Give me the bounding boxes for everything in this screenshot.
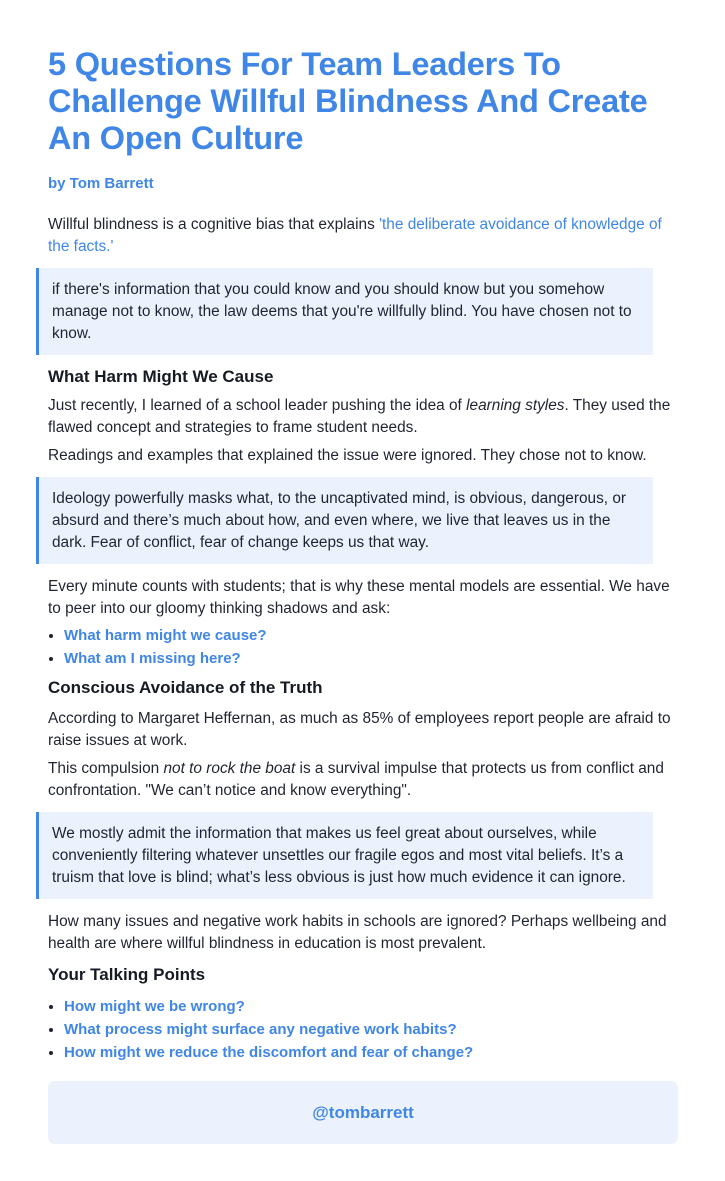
paragraph-text: . They used the flawed concept and strategies to frame student needs.: [48, 397, 671, 436]
list-item-question[interactable]: • What am I missing here?: [64, 647, 677, 670]
intro-quote-link[interactable]: 'the deliberate avoidance of knowledge of the facts.': [48, 216, 662, 255]
paragraph-text: Just recently, I learned of a school leader pushing the idea of: [48, 397, 467, 414]
paragraph-learning-styles: [48, 395, 677, 439]
paragraph-text: is a survival impulse that protects us from conflict and confrontation. "We can’t notice and know everything".: [48, 760, 664, 799]
paragraph-work-habits: How many issues and negative work habits in schools are ignored? Perhaps wellbeing and health are where willful blindness in education is most prevalent.: [48, 913, 667, 952]
paragraph-text: This compulsion: [48, 760, 164, 777]
list-item-question[interactable]: • What harm might we cause?: [64, 624, 677, 647]
emphasis-learning-styles: learning styles: [466, 397, 565, 414]
question-list-harm: [48, 624, 677, 670]
emphasis-rock-the-boat: not to rock the boat: [163, 760, 296, 777]
list-item-talking-point[interactable]: • How might we reduce the discomfort and fear of change?: [64, 1041, 677, 1064]
section-heading-talking-points: Your Talking Points: [48, 965, 206, 984]
paragraph-readings: Readings and examples that explained the issue were ignored. They chose not to know.: [48, 447, 647, 464]
section-heading-avoidance: Conscious Avoidance of the Truth: [48, 678, 323, 697]
blockquote-law: if there's information that you could know and you should know but you somehow manage not to know, the law deems that you're willfully blind. You have chosen not to know.: [36, 268, 653, 355]
blockquote-love-is-blind: We mostly admit the information that makes us feel great about ourselves, while conveniently filtering whatever unsettles our fragile egos and most vital beliefs. It’s a truism that love is blind; what’s less obvious is just how much evidence it can ignore.: [36, 812, 653, 899]
page-title: 5 Questions For Team Leaders To Challenge Willful Blindness And Create An Open Culture: [48, 46, 648, 156]
section-heading-harm: What Harm Might We Cause: [48, 367, 274, 386]
list-item-talking-point[interactable]: • What process might surface any negative work habits?: [64, 1018, 677, 1041]
list-item-talking-point[interactable]: • How might we be wrong?: [64, 995, 677, 1018]
blockquote-ideology: Ideology powerfully masks what, to the uncaptivated mind, is obvious, dangerous, or absurd and there’s much about how, and even where, we live that leaves us in the dark. Fear of conflict, fear of change keeps us that way.: [36, 477, 653, 564]
talking-points-list: [48, 995, 677, 1064]
author-byline: by Tom Barrett: [48, 175, 154, 192]
intro-paragraph: [48, 214, 677, 258]
footer-handle-box: [48, 1081, 678, 1144]
paragraph-heffernan: According to Margaret Heffernan, as much as 85% of employees report people are afraid to raise issues at work.: [48, 710, 671, 749]
paragraph-compulsion: [48, 758, 677, 802]
intro-text: Willful blindness is a cognitive bias that explains: [48, 216, 380, 233]
paragraph-mental-models: Every minute counts with students; that is why these mental models are essential. We have to peer into our gloomy thinking shadows and ask:: [48, 578, 670, 617]
twitter-handle-link[interactable]: @tombarrett: [312, 1102, 414, 1122]
